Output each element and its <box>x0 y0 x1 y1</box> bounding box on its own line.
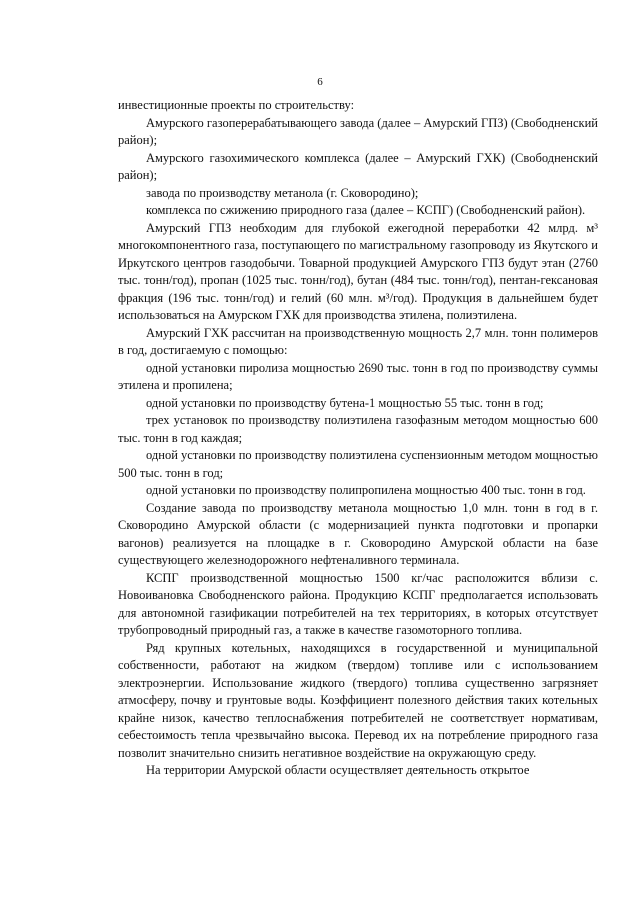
body-text <box>118 97 598 780</box>
paragraph: одной установки по производству полипропилена мощностью 400 тыс. тонн в год. <box>146 483 586 497</box>
page-number: 6 <box>317 76 323 88</box>
paragraph: Ряд крупных котельных, находящихся в государственной и муниципальной собственности, работают на жидком (твердом) топливе или с использованием электроэнергии. Использование жидкого (твердого) топлива существенно загрязняет атмосферу, почву и грунтовые воды. Коэффициент полезного действия таких котельных крайне низок, качество теплоснабжения потребителей не соответствует нормативам, себестоимость тепла чрезвычайно высока. Перевод их на потребление природного газа позволит значительно снизить негативное воздействие на окружающую среду. <box>118 640 598 760</box>
paragraph: Создание завода по производству метанола мощностью 1,0 млн. тонн в год в г. Сковородино Амурской области (с модернизацией пункта подготовки и пропарки вагонов) реализуется на площадке в г. Сковородино Амурской области на базе существующего железнодорожного нефтеналивного терминала. <box>118 500 598 567</box>
paragraph: На территории Амурской области осуществляет деятельность открытое <box>146 763 530 777</box>
paragraph: одной установки пиролиза мощностью 2690 тыс. тонн в год по производству суммы этилена и пропилена; <box>118 360 598 392</box>
paragraph: Амурский ГПЗ необходим для глубокой ежегодной переработки 42 млрд. м³ многокомпонентного газа, поступающего по магистральному газопроводу из Якутского и Иркутского центров газодобычи. Товарной продукцией Амурского ГПЗ будут этан (2760 тыс. тонн/год), пропан (1025 тыс. тонн/год), бутан (484 тыс. тонн/год), пентан-гексановая фракция (196 тыс. тонн/год) и гелий (60 млн. м³/год). Продукция в дальнейшем будет использоваться на Амурском ГХК для производства этилена, полиэтилена. <box>118 220 598 322</box>
paragraph: завода по производству метанола (г. Сковородино); <box>146 185 419 200</box>
paragraph: трех установок по производству полиэтилена газофазным методом мощностью 600 тыс. тонн в год каждая; <box>118 413 598 445</box>
paragraph: Амурский ГХК рассчитан на производственную мощность 2,7 млн. тонн полимеров в год, достигаемую с помощью: <box>118 325 598 357</box>
paragraph: одной установки по производству полиэтилена суспензионным методом мощностью 500 тыс. тонн в год; <box>118 448 598 480</box>
paragraph: инвестиционные проекты по строительству: <box>118 98 355 112</box>
paragraph: комплекса по сжижению природного газа (далее – КСПГ) (Свободненский район). <box>146 203 586 217</box>
paragraph: Амурского газоперерабатывающего завода (далее – Амурский ГПЗ) (Свободненский район); <box>118 115 598 147</box>
paragraph: одной установки по производству бутена-1 мощностью 55 тыс. тонн в год; <box>146 395 544 410</box>
paragraph: Амурского газохимического комплекса (далее – Амурский ГХК) (Свободненский район); <box>118 150 598 182</box>
paragraph: КСПГ производственной мощностью 1500 кг/час расположится вблизи с. Новоивановка Свободненского района. Продукцию КСПГ предполагается использовать для автономной газификации потребителей на тех территориях, в которых отсутствует трубопроводный природный газ, а также в качестве газомоторного топлива. <box>118 570 598 637</box>
